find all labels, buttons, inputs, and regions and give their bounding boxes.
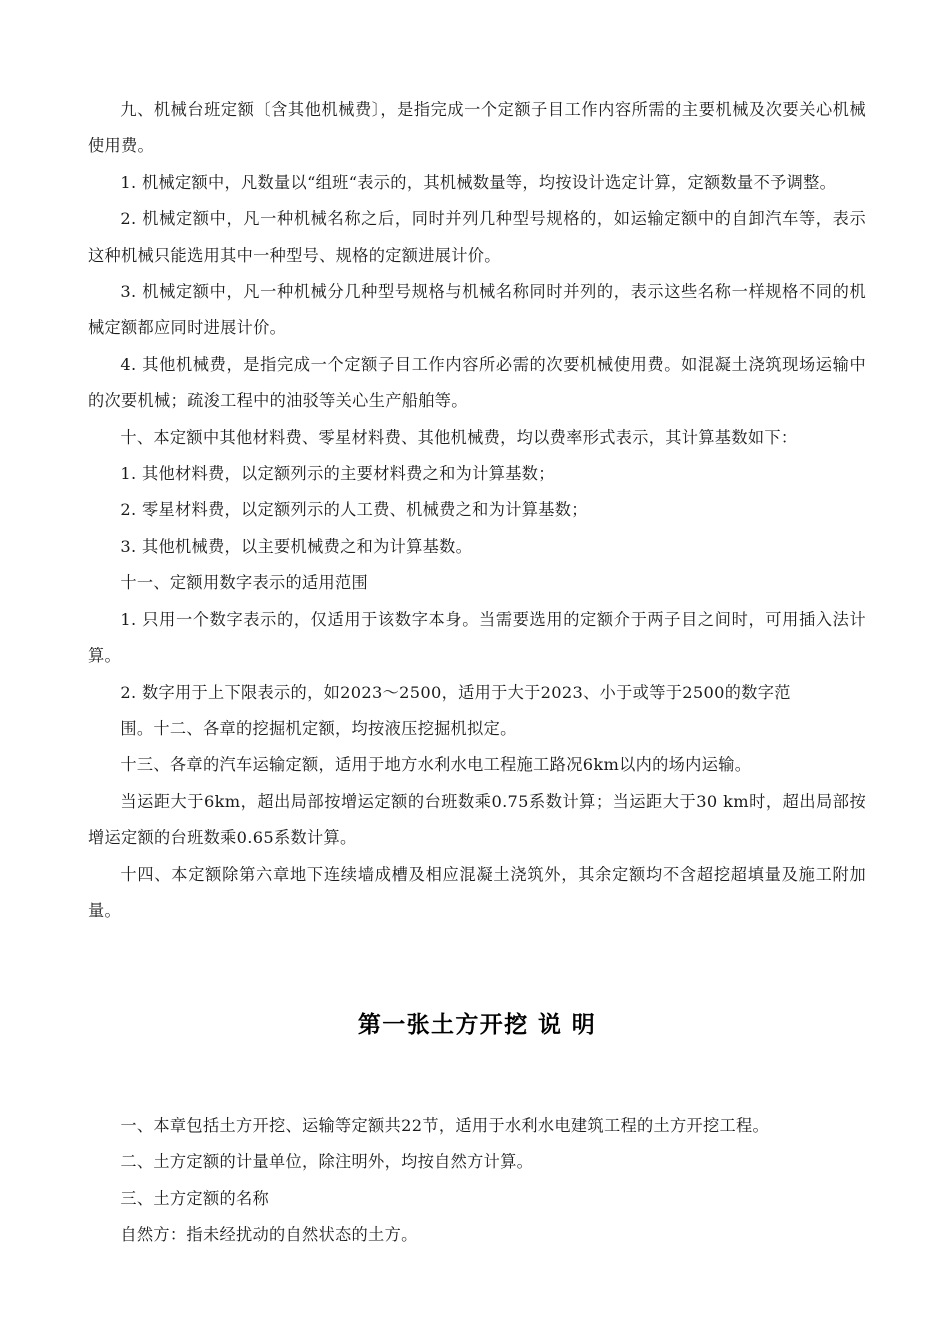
note-paragraph-9-3: 3. 机械定额中，凡一种机械分几种型号规格与机械名称同时并列的，表示这些名称一样规格不同的机械定额都应同时进展计价。	[88, 282, 866, 338]
note-paragraph-10-1: 1. 其他材料费，以定额列示的主要材料费之和为计算基数；	[120, 464, 555, 484]
note-paragraph-9-4: 4. 其他机械费，是指完成一个定额子目工作内容所必需的次要机械使用费。如混凝土浇筑现场运输中的次要机械；疏浚工程中的油驳等关心生产船舶等。	[88, 354, 866, 411]
note-paragraph-10: 十、本定额中其他材料费、零星材料费、其他机械费，均以费率形式表示，其计算基数如下：	[120, 427, 798, 447]
heading-spacer-top	[88, 929, 866, 1007]
chapter-heading: 第一张土方开挖 说 明	[357, 1011, 597, 1039]
heading-spacer-bottom	[88, 1044, 866, 1108]
note-paragraph-13: 十三、各章的汽车运输定额，适用于地方水利水电工程施工路况6km以内的场内运输。	[120, 755, 752, 775]
note-paragraph-14: 十四、本定额除第六章地下连续墙成槽及相应混凝土浇筑外，其余定额均不含超挖超填量及施工附加量。	[88, 864, 866, 920]
document-body	[88, 92, 866, 1253]
chapter-section	[88, 1108, 866, 1254]
note-paragraph-9-1: 1. 机械定额中，凡数量以“组班“表示的，其机械数量等，均按设计选定计算，定额数量不予调整。	[120, 172, 837, 192]
chapter-paragraph-1: 一、本章包括土方开挖、运输等定额共22节，适用于水利水电建筑工程的土方开挖工程。	[120, 1115, 770, 1135]
notes-section	[88, 92, 866, 929]
chapter-paragraph-4: 自然方：指未经扰动的自然状态的土方。	[120, 1224, 418, 1244]
note-paragraph-13-detail: 当运距大于6km，超出局部按增运定额的台班数乘0.75系数计算；当运距大于30 km时，超出局部按增运定额的台班数乘0.65系数计算。	[88, 791, 866, 848]
note-paragraph-10-2: 2. 零星材料费，以定额列示的人工费、机械费之和为计算基数；	[120, 500, 588, 520]
note-paragraph-11-1: 1. 只用一个数字表示的，仅适用于该数字本身。当需要选用的定额介于两子目之间时，可用插入法计算。	[88, 609, 866, 666]
note-paragraph-11-2: 2. 数字用于上下限表示的，如2023～2500，适用于大于2023、小于或等于2500的数字范	[120, 682, 791, 702]
note-paragraph-11: 十一、定额用数字表示的适用范围	[120, 573, 369, 593]
note-paragraph-9: 九、机械台班定额〔含其他机械费〕，是指完成一个定额子目工作内容所需的主要机械及次要关心机械使用费。	[88, 100, 866, 156]
note-paragraph-10-3: 3. 其他机械费，以主要机械费之和为计算基数。	[120, 536, 473, 556]
chapter-paragraph-2: 二、土方定额的计量单位，除注明外，均按自然方计算。	[120, 1152, 534, 1172]
note-paragraph-9-2: 2. 机械定额中，凡一种机械名称之后，同时并列几种型号规格的，如运输定额中的自卸汽车等，表示这种机械只能选用其中一种型号、规格的定额进展计价。	[88, 209, 866, 265]
note-paragraph-12: 围。十二、各章的挖掘机定额，均按液压挖掘机拟定。	[120, 718, 517, 738]
chapter-paragraph-3: 三、土方定额的名称	[120, 1188, 269, 1208]
